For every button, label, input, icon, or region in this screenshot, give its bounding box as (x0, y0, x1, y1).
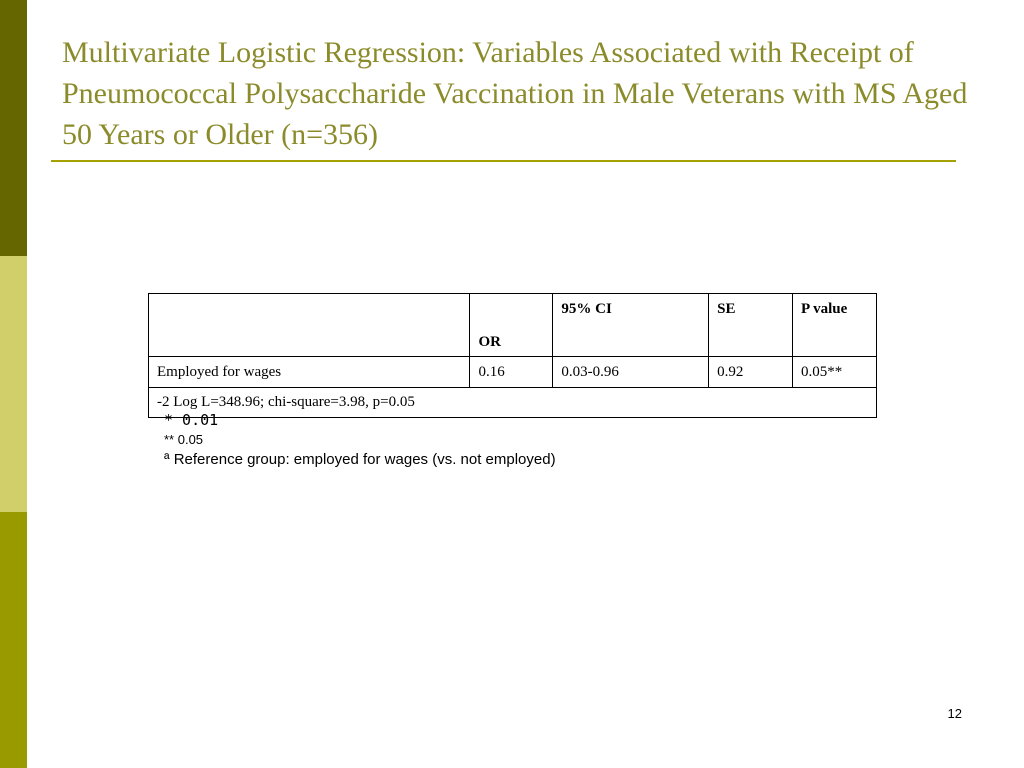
slide-title: Multivariate Logistic Regression: Variables Associated with Receipt of Pneumococcal Polysaccharide Vaccination in Male Veterans with MS Aged 50 Years or Older (n=356) (62, 36, 968, 151)
footnotes (164, 411, 556, 469)
cell-se: 0.92 (709, 357, 793, 388)
side-bar-middle-segment (0, 256, 27, 512)
table-header-row (149, 294, 877, 357)
cell-p-value: 0.05** (793, 357, 877, 388)
table-row (149, 357, 877, 388)
header-variable (149, 294, 470, 357)
side-bar-bottom-segment (0, 512, 27, 768)
cell-model-stats: -2 Log L=348.96; chi-square=3.98, p=0.05 (149, 388, 877, 418)
page-number: 12 (947, 706, 962, 721)
title-underline-rule (51, 160, 956, 162)
cell-ci: 0.03-0.96 (553, 357, 709, 388)
footnote-single-star: * 0.01 (164, 411, 219, 429)
header-se: SE (709, 294, 793, 357)
cell-variable: Employed for wages (149, 357, 470, 388)
header-p-value: P value (793, 294, 877, 357)
footnote-double-star: ** 0.05 (164, 432, 204, 447)
side-bar-top-segment (0, 0, 27, 256)
header-ci: 95% CI (553, 294, 709, 357)
side-accent-bar (0, 0, 27, 768)
regression-results-table (148, 293, 877, 418)
footnote-reference-group: ª Reference group: employed for wages (vs. not employed) (164, 451, 556, 468)
header-or: OR (470, 294, 553, 357)
cell-or: 0.16 (470, 357, 553, 388)
